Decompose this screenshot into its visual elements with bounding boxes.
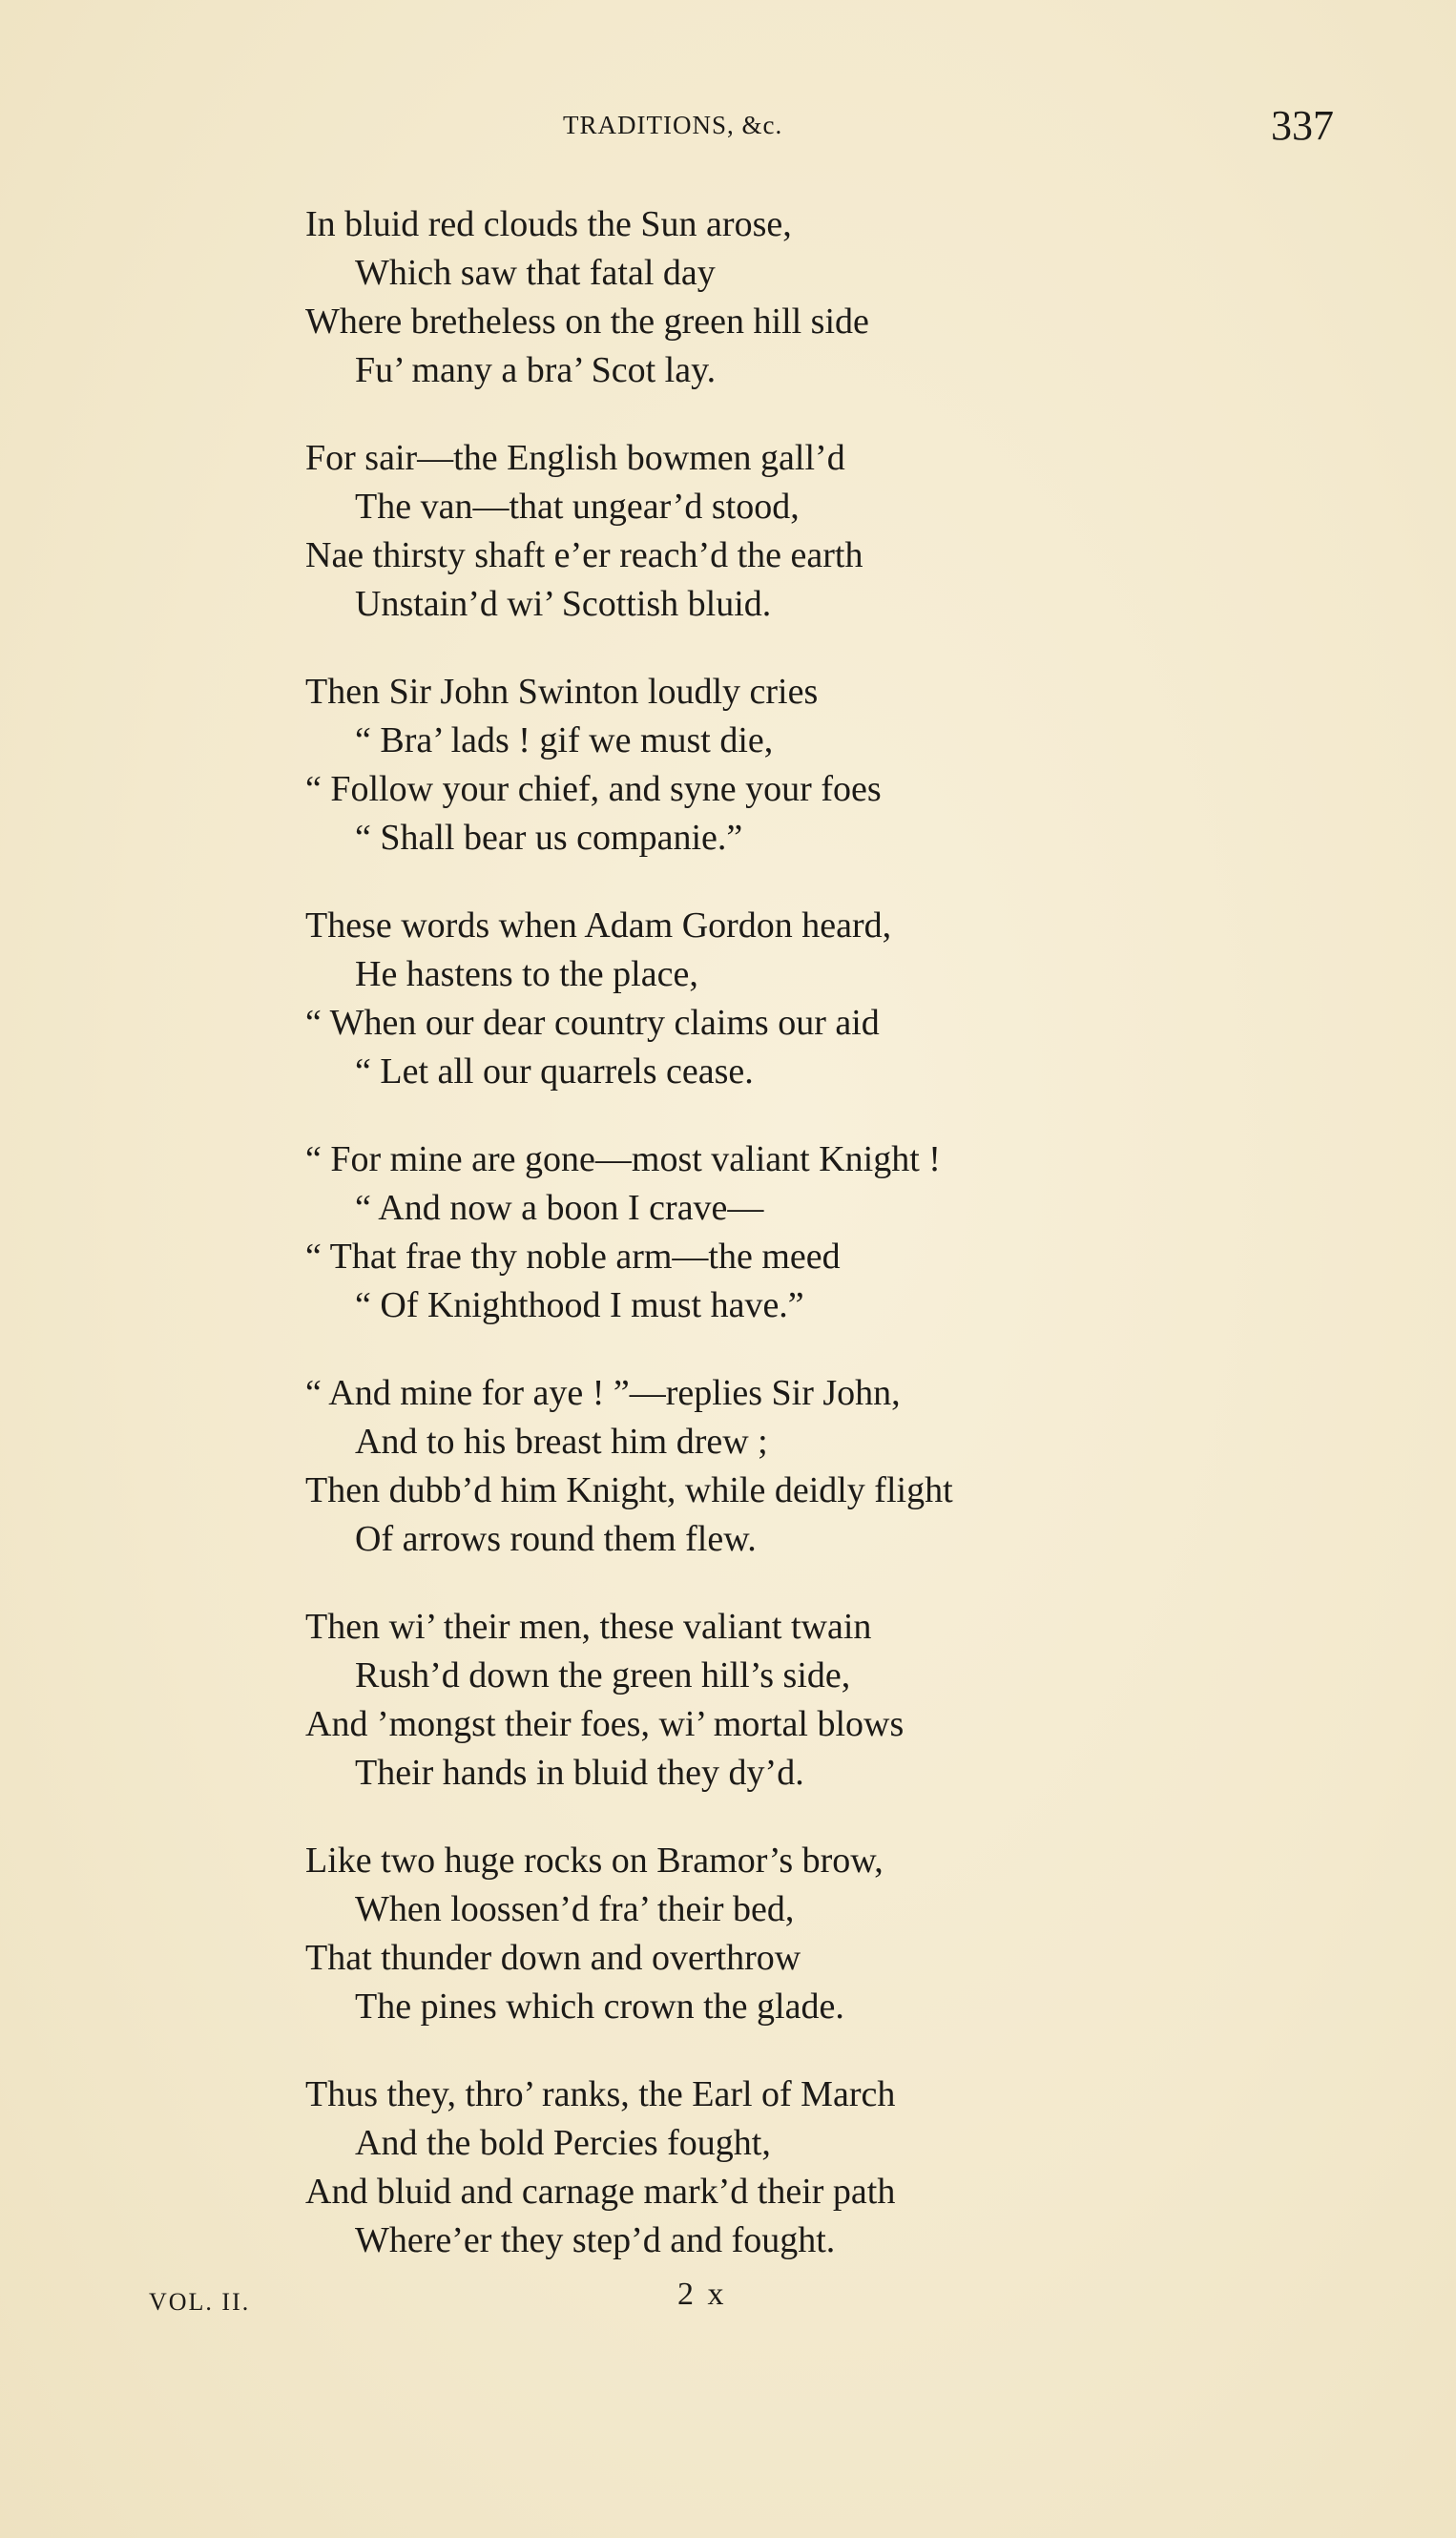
poem-line: Thus they, thro’ ranks, the Earl of March	[305, 2074, 896, 2114]
poem-line: And bluid and carnage mark’d their path	[305, 2172, 896, 2212]
poem-line: When loossen’d fra’ their bed,	[355, 1889, 795, 1929]
volume-marker: VOL. II.	[149, 2288, 251, 2316]
poem-line: The van—that ungear’d stood,	[355, 487, 800, 527]
poem-line: For sair—the English bowmen gall’d	[305, 438, 845, 478]
poem-line: Like two huge rocks on Bramor’s brow,	[305, 1841, 884, 1881]
poem-line: “ Follow your chief, and syne your foes	[305, 769, 882, 809]
page-number: 337	[1271, 102, 1334, 149]
poem-line: “ And mine for aye ! ”—replies Sir John,	[305, 1373, 901, 1413]
poem-line: Of arrows round them flew.	[355, 1519, 757, 1559]
poem-line: Rush’d down the green hill’s side,	[355, 1655, 851, 1695]
poem-line: Then dubb’d him Knight, while deidly flight	[305, 1470, 953, 1510]
poem-line: These words when Adam Gordon heard,	[305, 905, 892, 946]
stanza-4	[305, 902, 1259, 1096]
poem-line: And the bold Percies fought,	[355, 2123, 771, 2163]
stanza-8	[305, 1837, 1259, 2031]
stanza-3	[305, 668, 1259, 863]
signature-mark: 2 x	[677, 2277, 727, 2312]
stanza-6	[305, 1369, 1259, 1564]
poem-line: Where bretheless on the green hill side	[305, 302, 869, 342]
poem-line: Their hands in bluid they dy’d.	[355, 1753, 804, 1793]
poem-line: “ Shall bear us companie.”	[355, 818, 743, 858]
poem-line: “ Bra’ lads ! gif we must die,	[355, 720, 774, 760]
poem-line: Then wi’ their men, these valiant twain	[305, 1607, 872, 1647]
poem-line: The pines which crown the glade.	[355, 1987, 844, 2027]
stanza-2	[305, 434, 1259, 629]
stanza-7	[305, 1603, 1259, 1798]
poem-line: Where’er they step’d and fought.	[355, 2220, 836, 2260]
poem-line: “ For mine are gone—most valiant Knight !	[305, 1139, 941, 1179]
poem-line: Nae thirsty shaft e’er reach’d the earth	[305, 535, 863, 575]
poem-line: Which saw that fatal day	[355, 253, 716, 293]
poem-line: And to his breast him drew ;	[355, 1422, 768, 1462]
poem	[305, 200, 1259, 2304]
poem-line: “ Let all our quarrels cease.	[355, 1051, 754, 1092]
poem-line: “ That frae thy noble arm—the meed	[305, 1237, 841, 1277]
poem-line: Then Sir John Swinton loudly cries	[305, 672, 819, 712]
stanza-5	[305, 1135, 1259, 1330]
poem-line: And ’mongst their foes, wi’ mortal blows	[305, 1704, 905, 1744]
poem-line: Fu’ many a bra’ Scot lay.	[355, 350, 717, 390]
poem-line: “ Of Knighthood I must have.”	[355, 1285, 804, 1325]
poem-line: That thunder down and overthrow	[305, 1938, 801, 1978]
poem-line: In bluid red clouds the Sun arose,	[305, 204, 792, 244]
stanza-9	[305, 2070, 1259, 2265]
running-head: TRADITIONS, &c.	[563, 111, 783, 139]
poem-line: Unstain’d wi’ Scottish bluid.	[355, 584, 772, 624]
stanza-1	[305, 200, 1259, 395]
poem-line: He hastens to the place,	[355, 954, 698, 994]
poem-line: “ When our dear country claims our aid	[305, 1003, 880, 1043]
poem-line: “ And now a boon I crave—	[355, 1188, 764, 1228]
